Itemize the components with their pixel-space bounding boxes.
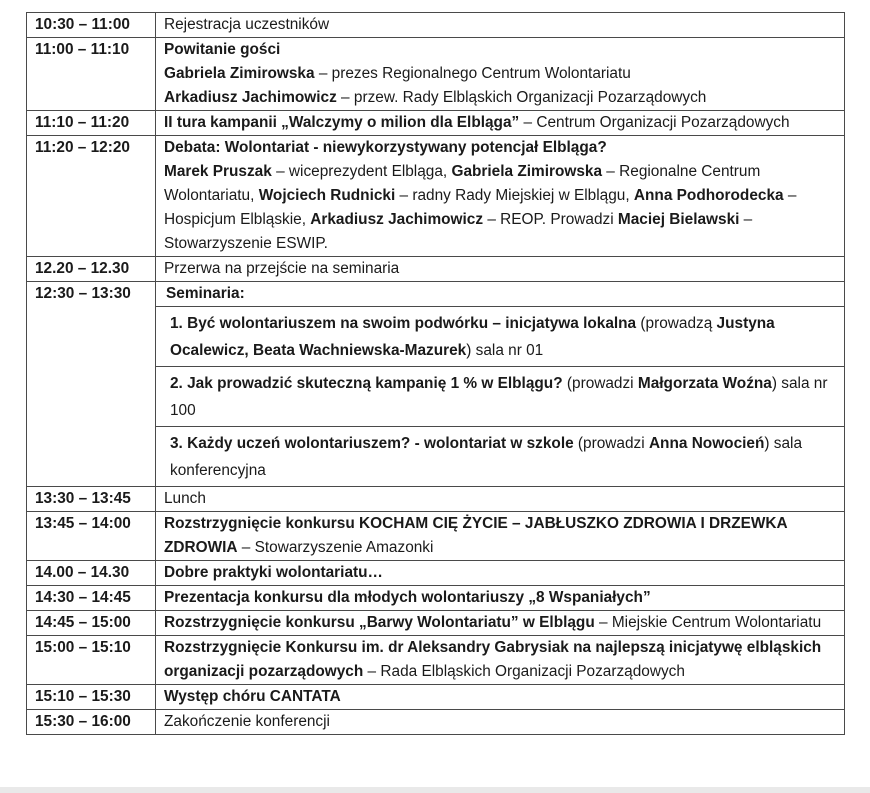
seminar-room: ) sala konferencyjna [170,435,803,479]
description-cell: Rejestracja uczestników [156,13,845,38]
time-cell: 12:30 – 13:30 [27,282,156,487]
description-cell: Lunch [156,487,845,512]
description-cell: Prezentacja konkursu dla młodych wolontariuszy „8 Wspaniałych” [156,586,845,611]
description-cell: Występ chóru CANTATA [156,685,845,710]
table-row [27,636,845,685]
time-cell: 11:20 – 12:20 [27,136,156,257]
item-organizer: – Centrum Organizacji Pozarządowych [519,114,790,131]
table-row [27,512,845,561]
description-cell: Przerwa na przejście na seminaria [156,257,845,282]
description-cell [156,512,845,561]
speaker-role: – prezes Regionalnego Centrum Wolontariatu [314,65,631,82]
panelist-role: – Regionalne Centrum Wolontariatu, [164,163,761,204]
description-cell: Zakończenie konferencji [156,710,845,735]
description-cell [156,636,845,685]
speaker-line [164,86,839,110]
description-cell [156,38,845,111]
table-row [27,282,845,487]
seminar-title: 2. Jak prowadzić skuteczną kampanię 1 % w Elblągu? [170,375,563,392]
table-row [27,136,845,257]
table-row [27,38,845,111]
conference-schedule-table [26,12,845,735]
speaker-name: Gabriela Zimirowska [164,65,315,82]
seminar-room: ) sala nr 01 [466,342,544,359]
seminars-table [156,307,844,486]
table-row [27,586,845,611]
speaker-name: Arkadiusz Jachimowicz [164,89,337,106]
moderator-org: – Stowarzyszenie ESWIP. [164,211,753,252]
seminar-item [156,367,844,427]
debate-panelists [164,163,796,252]
table-row [27,611,845,636]
seminar-led-by: (prowadzi [573,435,649,452]
panelist-role: – radny Rady Miejskiej w Elblągu, [395,187,634,204]
panelist-name: Arkadiusz Jachimowicz [310,211,484,228]
seminar-title: 1. Być wolontariuszem na swoim podwórku – inicjatywa lokalna [170,315,637,332]
seminar-leaders: Anna Nowocień [648,435,765,452]
speaker-role: – przew. Rady Elbląskich Organizacji Pozarządowych [336,89,707,106]
item-title: Rozstrzygnięcie Konkursu im. dr Aleksandry Gabrysiak na najlepszą inicjatywę elbląskich organizacji pozarządowych [164,639,822,680]
time-cell: 14:30 – 14:45 [27,586,156,611]
time-cell: 13:30 – 13:45 [27,487,156,512]
time-cell: 11:00 – 11:10 [27,38,156,111]
seminar-row [156,367,844,427]
seminar-leaders: Małgorzata Woźna [637,375,772,392]
table-row [27,13,845,38]
seminar-room: ) sala nr 100 [170,375,828,419]
description-cell [156,282,845,487]
seminar-row [156,427,844,487]
item-title: Powitanie gości [164,41,281,58]
time-cell: 15:00 – 15:10 [27,636,156,685]
seminar-item [156,307,844,367]
description-cell [156,611,845,636]
moderator-name: Maciej Bielawski [617,211,740,228]
description-cell: Dobre praktyki wolontariatu… [156,561,845,586]
table-row [27,561,845,586]
debate-title: Debata: Wolontariat - niewykorzystywany potencjał Elbląga? [164,139,607,156]
time-cell: 15:10 – 15:30 [27,685,156,710]
panelist-role: – Hospicjum Elbląskie, [164,187,797,228]
panelist-name: Anna Podhorodecka [633,187,784,204]
page-bottom-edge [0,787,870,793]
table-row [27,257,845,282]
seminar-led-by: (prowadzą [636,315,717,332]
panelist-name: Wojciech Rudnicki [258,187,396,204]
panelist-role: – wiceprezydent Elbląga, [271,163,452,180]
item-title: Rozstrzygnięcie konkursu „Barwy Wolontariatu” w Elblągu [164,614,595,631]
panelist-name: Marek Pruszak [164,163,272,180]
seminar-row [156,307,844,367]
seminars-list [156,306,844,486]
table-row [27,111,845,136]
panelist-name: Gabriela Zimirowska [451,163,603,180]
time-cell: 13:45 – 14:00 [27,512,156,561]
table-row [27,710,845,735]
time-cell: 15:30 – 16:00 [27,710,156,735]
time-cell: 11:10 – 11:20 [27,111,156,136]
seminars-title: Seminaria: [166,285,245,302]
time-cell: 10:30 – 11:00 [27,13,156,38]
speaker-line [164,62,839,86]
item-organizer: – Rada Elbląskich Organizacji Pozarządowych [363,663,685,680]
seminar-led-by: (prowadzi [562,375,638,392]
panelist-role: – REOP. Prowadzi [483,211,618,228]
seminar-item [156,427,844,487]
item-organizer: – Stowarzyszenie Amazonki [237,539,434,556]
time-cell: 14:45 – 15:00 [27,611,156,636]
description-cell [156,136,845,257]
item-organizer: – Miejskie Centrum Wolontariatu [594,614,822,631]
table-row [27,685,845,710]
item-title: II tura kampanii „Walczymy o milion dla Elbląga” [164,114,520,131]
item-title: Rozstrzygnięcie konkursu KOCHAM CIĘ ŻYCIE – JABŁUSZKO ZDROWIA I DRZEWKA ZDROWIA [164,515,788,556]
seminar-title: 3. Każdy uczeń wolontariuszem? - wolontariat w szkole [170,435,574,452]
description-cell [156,111,845,136]
table-row [27,487,845,512]
time-cell: 12.20 – 12.30 [27,257,156,282]
time-cell: 14.00 – 14.30 [27,561,156,586]
seminar-leaders: Justyna Ocalewicz, Beata Wachniewska-Mazurek [170,315,775,359]
